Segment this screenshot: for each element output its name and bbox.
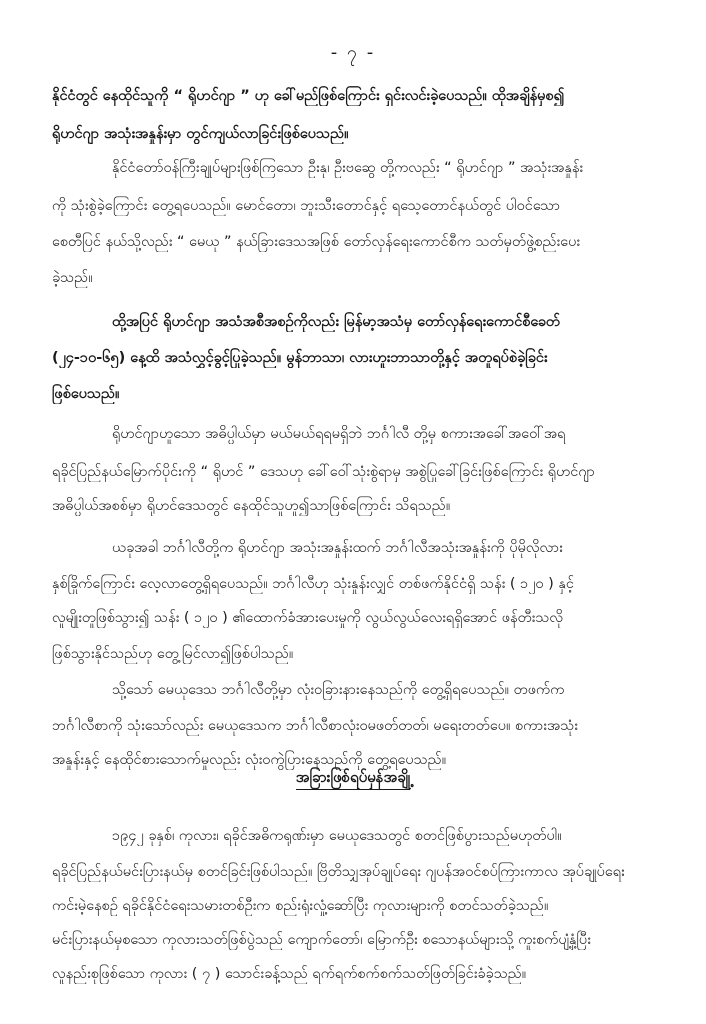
- paragraph-line: ရိုဟင်ဂျာဟူသော အဓိပ္ပါယ်မှာ မယ်မယ်ရရမရှိဘဲ ဘင်္ဂါလီ တို့မှ စကားအခေါ်အဝေါ်အရ: [112, 426, 566, 442]
- paragraph-line: ၁၉၄၂ ခုနှစ်၊ ကုလား၊ ရခိုင်အဓိကရုဏ်းမှာ မေယုဒေသတွင် စတင်ဖြစ်ပွားသည်မဟုတ်ပါ။: [112, 828, 562, 844]
- paragraph-line: ယခုအခါ ဘင်္ဂါလီတို့က ရိုဟင်ဂျာ အသုံးအနှုန်းထက် ဘင်္ဂါလီအသုံးအနှုန်းကို ပိုမိုလိုလား: [112, 540, 563, 556]
- paragraph-line: မင်းပြားနယ်မှစသော ကုလားသတ်ဖြစ်ပွဲသည် ကျောက်တော်၊ မြောက်ဦး စသောနယ်များသို့ ကူးစက်ပျံ့နှံ့ပြီး: [52, 932, 591, 948]
- page-number: - ၇ -: [330, 42, 376, 63]
- paragraph-line: နိုင်ငံတော်ဝန်ကြီးချုပ်များဖြစ်ကြသော ဦးနု၊ ဦးဗဆွေ တို့ကလည်း “ ရိုဟင်ဂျာ ” အသုံးအနှုန်း: [112, 160, 584, 176]
- paragraph-line: ကို သုံးစွဲခဲ့ကြောင်း တွေ့ရပေသည်။ မောင်တော၊ ဘူးသီးတောင်နှင့် ရသေ့တောင်နယ်တွင် ပါဝင်သော: [52, 198, 561, 214]
- paragraph-line: နိုင်ငံတွင် နေထိုင်သူကို “ ရိုဟင်ဂျာ ” ဟု ခေါ်မည်ဖြစ်ကြောင်း ရှင်းလင်းခဲ့ပေသည်။ ထိုအချိန်မှစ၍: [52, 88, 565, 104]
- paragraph-line: စေတီပြင် နယ်သို့လည်း “ မေယု ” နယ်ခြားဒေသအဖြစ် တော်လှန်ရေးကောင်စီက သတ်မှတ်ဖွဲ့စည်းပေး: [52, 234, 581, 250]
- paragraph-line: ကင်းမဲ့နေစဉ် ရခိုင်နိုင်ငံရေးသမားတစ်ဦးက စည်းရုံးလှုံ့ဆော်ပြီး ကုလားများကို စတင်သတ်ခဲ့သည်။: [52, 898, 549, 914]
- paragraph-line: သို့သော် မေယုဒေသ ဘင်္ဂါလီတို့မှာ လုံးဝခြားနားနေသည်ကို တွေ့ရှိရပေသည်။ တဖက်က: [112, 682, 565, 698]
- paragraph-line: ဖြစ်သွားနိုင်သည်ဟု တွေ့မြင်လာ၍ဖြစ်ပါသည်။: [52, 646, 294, 662]
- paragraph-line: ဘင်္ဂါလီစာကို သုံးသော်လည်း မေယုဒေသက ဘင်္ဂါလီစာလုံးဝမဖတ်တတ်၊ မရေးတတ်ပေ။ စကားအသုံး: [52, 718, 578, 734]
- paragraph-line: အဓိပ္ပါယ်အစစ်မှာ ရိုဟင်ဒေသတွင် နေထိုင်သူဟူ၍သာဖြစ်ကြောင်း သိရသည်။: [52, 498, 451, 514]
- section-heading-text: အခြားဖြစ်ရပ်မှန်အချို့: [296, 768, 410, 790]
- section-heading: [0, 768, 706, 790]
- paragraph-line: ရခိုင်ပြည်နယ်မင်းပြားနယ်မှ စတင်ခြင်းဖြစ်ပါသည်။ ဗြိတိသျှအုပ်ချုပ်ရေး ဂျပန်အဝင်စပ်ကြားကာလ အုပ်ချုပ်ရေး: [52, 864, 625, 880]
- paragraph-line: ဖြစ်ပေသည်။: [52, 386, 120, 402]
- paragraph-line: (၂၄-၁၀-၆၅) နေ့ထိ အသံလွှင့်ခွင့်ပြုခဲ့သည်။ မွန်ဘာသာ၊ လားဟူးဘာသာတို့နှင့် အတူရပ်စဲခဲ့ခြင်း: [52, 350, 548, 366]
- paragraph-line: နှစ်ခြိုက်ကြောင်း လေ့လာတွေ့ရှိရပေသည်။ ဘင်္ဂါလီဟု သုံးနှုန်းလျှင် တစ်ဖက်နိုင်ငံရှိ သန်း ( ၁၂၀ ) နှင့်: [52, 576, 574, 592]
- paragraph-line: ရိုဟင်ဂျာ အသုံးအနှုန်းမှာ တွင်ကျယ်လာခြင်းဖြစ်ပေသည်။: [52, 126, 349, 142]
- paragraph-line: လူနည်းစုဖြစ်သော ကုလား ( ၇ ) သောင်းခန့်သည် ရက်ရက်စက်စက်သတ်ဖြတ်ခြင်းခံခဲ့သည်။: [52, 966, 527, 982]
- paragraph-line: လူမျိုးတူဖြစ်သွား၍ သန်း ( ၁၂၀ ) ၏ထောက်ခံအားပေးမှုကို လွယ်လွယ်လေးရရှိအောင် ဖန်တီးသလို: [52, 610, 563, 626]
- paragraph-line: ခဲ့သည်။: [52, 270, 93, 286]
- paragraph-line: ရခိုင်ပြည်နယ်မြောက်ပိုင်းကို “ ရိုဟင် ” ဒေသဟု ခေါ်ဝေါ်သုံးစွဲရာမှ အစွဲပြုခေါ်ခြင်းဖြစ်ကြောင်း ရိုဟင်ဂျာ: [52, 464, 595, 480]
- paragraph-line: ထို့အပြင် ရိုဟင်ဂျာ အသံအစီအစဉ်ကိုလည်း မြန်မာ့အသံမှ တော်လှန်ရေးကောင်စီခေတ်: [112, 314, 560, 330]
- paragraph-line: အနှုန်းနှင့် နေထိုင်စားသောက်မှုလည်း လုံးဝကွဲပြားနေသည်ကို တွေ့ရပေသည်။: [52, 752, 447, 768]
